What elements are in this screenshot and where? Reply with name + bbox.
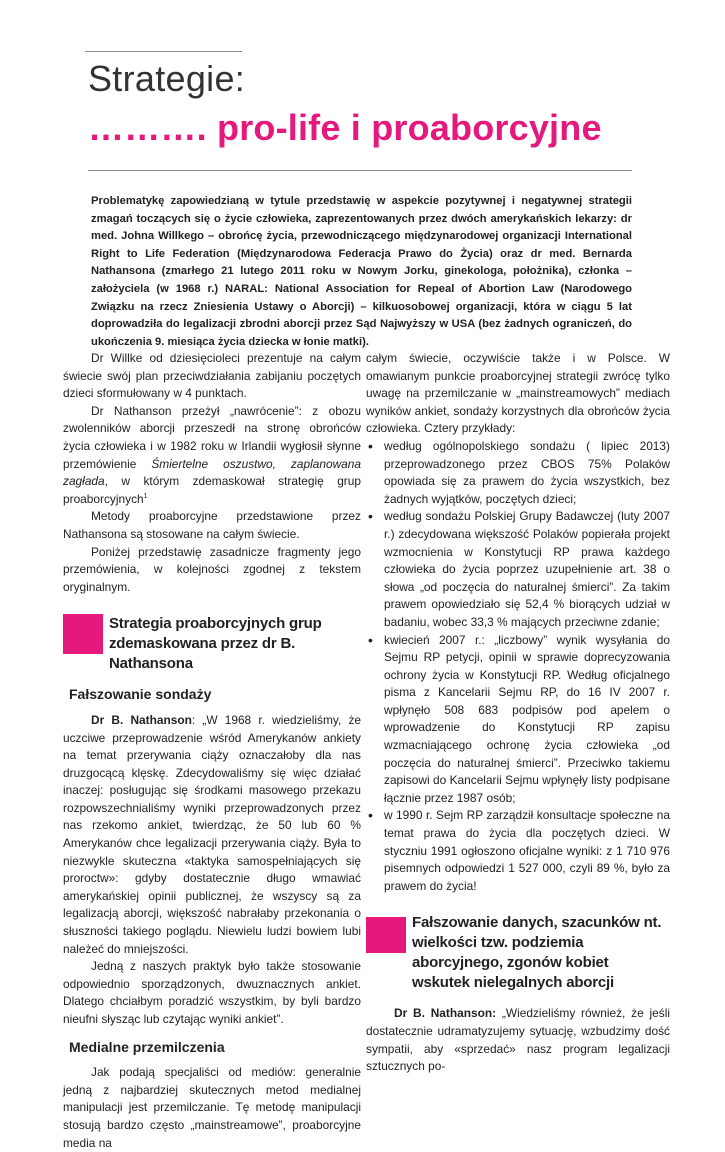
section-title: Fałszowanie danych, szacunków nt. wielkości tzw. podziemia aborcyjnego, zgonów kobiet wskutek nielegalnych aborcji bbox=[412, 914, 662, 992]
list-item: • według sondażu Polskiej Grupy Badawczej (luty 2007 r.) zdecydowana większość Polaków popierała projekt wzmocnienia w Konstytucji RP prawa każdego człowieka do życia poprzez uzupełnienie art. 38 o słowa „od poczęcia do naturalnej śmierci”. Za takim prawem opowiedziało się 52,4 % biorących udział w badaniu, wobec 33,3 % mających przeciwne zdanie; bbox=[366, 508, 670, 631]
paragraph: Metody proaborcyjne przedstawione przez Nathansona są stosowane na całym świecie. bbox=[63, 509, 361, 541]
subheading: Fałszowanie sondaży bbox=[69, 686, 212, 703]
section-title: Strategia proaborcyjnych grup zdemaskowana przez dr B. Nathansona bbox=[109, 615, 322, 673]
section-heading-2 bbox=[366, 913, 670, 993]
left-column bbox=[63, 350, 361, 1152]
footnote-ref[interactable]: 1 bbox=[143, 492, 148, 500]
intro-paragraph: Problematykę zapowiedzianą w tytule przedstawię w aspekcie pozytywnej i negatywnej strategii zmagań toczących się o życie człowieka, zaprezentowanych przez dwóch amerykańskich lekarzy: dr med. Johna Willkego – obrońcę życia, przewodniczącego międzynarodowej organizacji International Right to Life Federation (Międzynarodowa Federacja Prawo do Życia) oraz dr med. Bernarda Nathansona (zmarłego 21 lutego 2011 roku w Nowym Jorku, ginekologa, położnika), członka – założyciela (w 1968 r.) NARAL: National Association for Repeal of Abortion Law (Narodowego Związku na rzecz Zniesienia Ustawy o Aborcji) – kilkuosobowej organizacji, która w ciągu 5 lat doprowadziła do legalizacji zbrodni aborcji przez Sąd Najwyższy w USA (bez żadnych ograniczeń, do ukończenia 9. miesiąca życia dziecka w łonie matki). bbox=[91, 195, 632, 348]
speech-title: Śmiertelne oszustwo, zaplanowana zagłada bbox=[63, 456, 361, 489]
paragraph: całym świecie, oczywiście także i w Polsce. W omawianym punkcie proaborcyjnej strategii zwrócę tylko uwagę na przemilczanie w „mainstreamowych” mediach wyników ankiet, sondaży korzystnych dla obrońców życia człowieka. Cztery przykłady: bbox=[366, 351, 670, 436]
section-heading-1 bbox=[63, 614, 361, 674]
title-line-1: Strategie: bbox=[88, 58, 246, 99]
quote-paragraph bbox=[63, 712, 361, 958]
text-run: Dr Nathanson przeżył „nawrócenie”: z obozu zwolenników aborcji przeszedł na stronę obrońców życia człowieka i w 1982 roku w Irlandii wygłosił słynne przemówienie bbox=[63, 403, 361, 471]
paragraph: Jedną z naszych praktyk było także stosowanie odpowiednio sporządzonych, dwuznacznych ankiet. Dlatego chciałbym poradzić wszystkim, by byli bardzo nieufni słysząc lub czytając wyniki ankiet”. bbox=[63, 959, 361, 1026]
speaker-name: Dr B. Nathanson: bbox=[394, 1006, 497, 1021]
section-marker bbox=[366, 917, 406, 953]
section-marker bbox=[63, 614, 103, 654]
subheading: Medialne przemilczenia bbox=[69, 1038, 225, 1055]
list-item: • kwiecień 2007 r.: „liczbowy” wynik wysyłania do Sejmu RP petycji, opinii w sprawie doprecyzowania ochrony życia w Konstytucji RP. Według oficjalnego pisma z Kancelarii Sejmu RP, do 16 IV 2007 r. wpłynęło 508 683 podpisów pod apelem o wprowadzenie do Konstytucji RP zapisu wzmacniającego ochronę życia człowieka „od poczęcia do naturalnej śmierci”. Przeciwko takiemu zapisowi do Kancelarii Sejmu wpłynęły listy podpisane łącznie przez 1987 osób; bbox=[366, 632, 670, 808]
paragraph: Poniżej przedstawię zasadnicze fragmenty jego przemówienia, w kolejności zgodnej z tekstem oryginalnym. bbox=[63, 544, 361, 594]
list-item: • według ogólnopolskiego sondażu ( lipiec 2013) przeprowadzonego przez CBOS 75% Polaków opowiada się za prawem do życia wszystkich, bez żadnych wyjątków, poczętych dzieci; bbox=[366, 438, 670, 508]
list-item: • w 1990 r. Sejm RP zarządził konsultacje społeczne na temat prawa do życia dla poczętych dzieci. W styczniu 1991 ogłoszono oficjalne wyniki: z 1 710 976 pisemnych odpowiedzi 1 527 000, czyli 89 %, było za prawem do życia! bbox=[366, 807, 670, 895]
examples-list bbox=[366, 438, 670, 895]
paragraph: Dr Willke od dziesięcioleci prezentuje na całym świecie swój plan przeciwdziałania zabijaniu poczętych dzieci sformułowany w 4 punktach. bbox=[63, 351, 361, 401]
title-rule bbox=[88, 170, 632, 171]
text-run: „Wiedzieliśmy również, że jeśli dostatecznie udramatyzujemy sytuację, wzbudzimy dość sympatii, aby «sprzedać» nasz program legalizacji sztucznych po- bbox=[366, 1006, 670, 1074]
text-run: , w którym zdemaskował strategię grup proaborcyjnych bbox=[63, 474, 361, 506]
text-run: : „W 1968 r. wiedzieliśmy, że uczciwe przeprowadzenie wśród Amerykanów ankiety na temat przerywania ciąży oznaczałoby dla nas druzgocącą klęskę. Zdecydowaliśmy się więc działać inaczej: posługując się środkami masowego przekazu rozpowszechnialiśmy wyniki przeprowadzonych przez nas rzekomo ankiet, twierdząc, że 50 lub 60 % Amerykanów chce legalizacji przerywania ciąży. Była to niezwykle skuteczna «taktyka samospełniających się proroctw»: gdyby dostatecznie długo wmawiać amerykańskiej opinii publicznej, że wszyscy są za legalizacją aborcji, większość nabrałaby przekonania o słuszności takiego poglądu. Niewielu ludzi bowiem lubi należeć do mniejszości. bbox=[63, 712, 361, 956]
speaker-name: Dr B. Nathanson bbox=[91, 712, 192, 727]
quote-paragraph bbox=[366, 1005, 670, 1075]
title-line-2: ………. pro-life i proaborcyjne bbox=[88, 107, 602, 148]
paragraph: Jak podają specjaliści od mediów: generalnie jedną z najbardziej skutecznych metod medialnej manipulacji jest przemilczanie. Tę metodę manipulacji stosują bardzo często „mainstreamowe”, proaborcyjne media na bbox=[63, 1065, 361, 1150]
top-rule bbox=[85, 51, 242, 52]
paragraph bbox=[63, 403, 361, 509]
right-column bbox=[366, 350, 670, 1076]
